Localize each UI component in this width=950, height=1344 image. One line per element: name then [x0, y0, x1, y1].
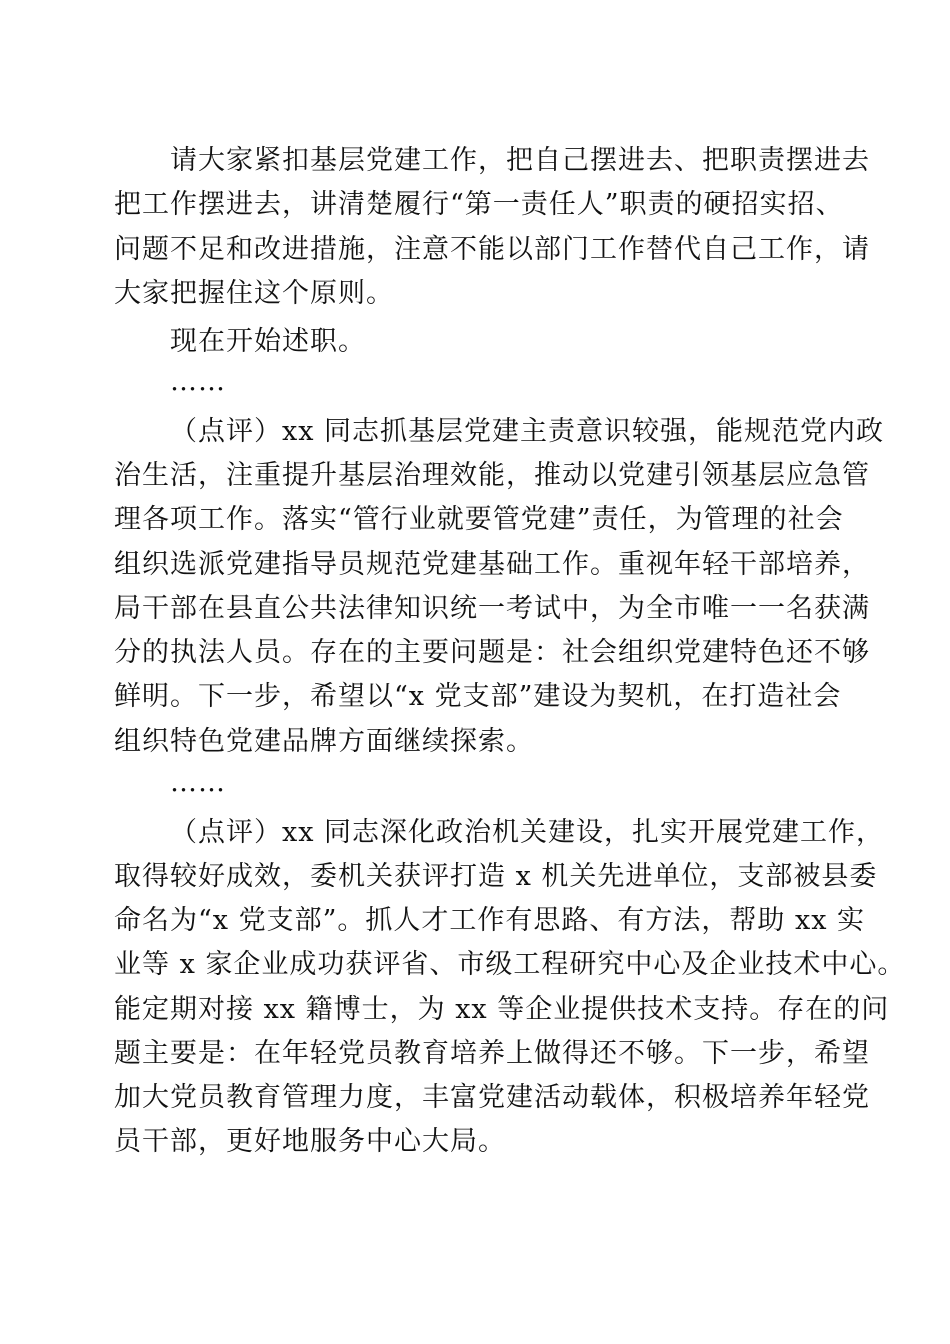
- ellipsis-2: ……: [170, 767, 226, 798]
- comment-1-line-5: 局干部在县直公共法律知识统一考试中，为全市唯一一名获满: [114, 593, 870, 624]
- comment-2-line-5: 能定期对接 xx 籍博士，为 xx 等企业提供技术支持。存在的问: [114, 994, 890, 1025]
- comment-1-line-4: 组织选派党建指导员规范党建基础工作。重视年轻干部培养，: [114, 549, 870, 580]
- paragraph-1-line-4: 大家把握住这个原则。: [114, 278, 394, 309]
- comment-1-line-2: 治生活，注重提升基层治理效能，推动以党建引领基层应急管: [114, 460, 870, 491]
- comment-1-line-8: 组织特色党建品牌方面继续探索。: [114, 726, 534, 757]
- paragraph-1-line-3: 问题不足和改进措施，注意不能以部门工作替代自己工作，请: [114, 234, 870, 265]
- comment-1-line-1: （点评）xx 同志抓基层党建主责意识较强，能规范党内政: [170, 416, 885, 447]
- paragraph-1-line-1: 请大家紧扣基层党建工作，把自己摆进去、把职责摆进去: [170, 145, 870, 176]
- comment-2-line-6: 题主要是：在年轻党员教育培养上做得还不够。下一步，希望: [114, 1038, 870, 1069]
- comment-1-line-3: 理各项工作。落实“管行业就要管党建”责任，为管理的社会: [114, 504, 844, 535]
- paragraph-2-line-1: 现在开始述职。: [170, 326, 366, 357]
- ellipsis-1: ……: [170, 366, 226, 397]
- comment-2-line-2: 取得较好成效，委机关获评打造 x 机关先进单位，支部被县委: [114, 861, 878, 892]
- comment-2-line-8: 员干部，更好地服务中心大局。: [114, 1126, 506, 1157]
- comment-2-line-3: 命名为“x 党支部”。抓人才工作有思路、有方法，帮助 xx 实: [114, 905, 866, 936]
- comment-2-line-4: 业等 x 家企业成功获评省、市级工程研究中心及企业技术中心。: [114, 949, 906, 980]
- comment-1-line-7: 鲜明。下一步，希望以“x 党支部”建设为契机，在打造社会: [114, 681, 842, 712]
- comment-2-line-1: （点评）xx 同志深化政治机关建设，扎实开展党建工作，: [170, 817, 885, 848]
- comment-2-line-7: 加大党员教育管理力度，丰富党建活动载体，积极培养年轻党: [114, 1082, 870, 1113]
- paragraph-1-line-2: 把工作摆进去，讲清楚履行“第一责任人”职责的硬招实招、: [114, 189, 844, 220]
- comment-1-line-6: 分的执法人员。存在的主要问题是：社会组织党建特色还不够: [114, 637, 870, 668]
